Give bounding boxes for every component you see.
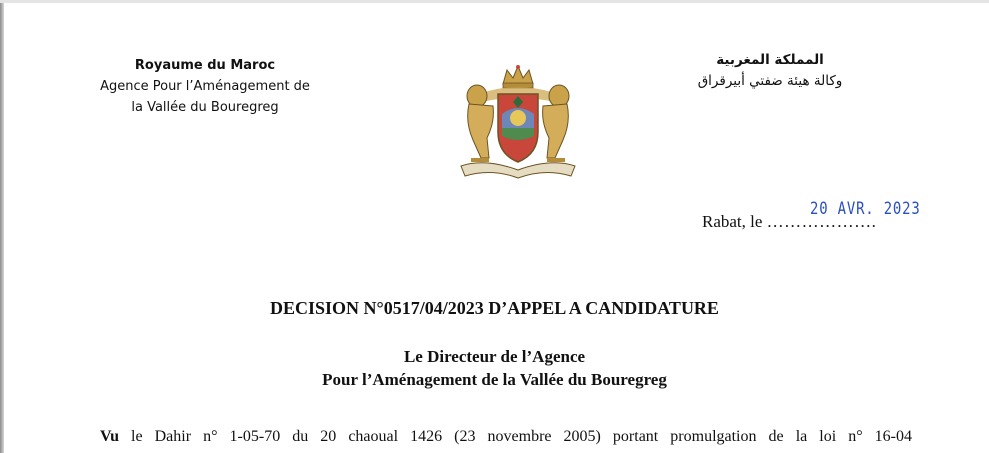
body-paragraph <box>100 428 912 446</box>
body-first-word: Vu <box>100 428 119 445</box>
shield-icon <box>498 94 538 162</box>
arabic-header <box>640 50 900 92</box>
director-line1: Le Directeur de l’Agence <box>403 347 586 366</box>
page-top-edge <box>0 0 989 3</box>
director-heading <box>0 345 989 391</box>
motto-ribbon <box>461 163 575 178</box>
moroccan-coat-of-arms-icon <box>455 62 581 180</box>
french-header <box>80 55 330 118</box>
agency-name-fr-line2: la Vallée du Bouregreg <box>131 100 279 115</box>
agency-name-fr-line1: Agence Pour l’Aménagement de <box>100 79 310 94</box>
body-text: le Dahir n° 1-05-70 du 20 chaoual 1426 (23 novembre 2005) portant promulgation de la loi n° 16-04 <box>118 428 912 445</box>
agency-name-ar: وكالة هيئة ضفتي أبيرقراق <box>697 73 843 89</box>
country-name-ar: المملكة المغربية <box>716 52 824 68</box>
date-dotted-blank: ………………. <box>766 212 877 231</box>
crown-icon <box>503 65 533 88</box>
director-line2: Pour l’Aménagement de la Vallée du Bouregreg <box>322 370 667 389</box>
date-stamp: 20 AVR. 2023 <box>810 199 921 219</box>
place-prefix: Rabat, le <box>702 212 767 231</box>
country-name-fr: Royaume du Maroc <box>134 58 276 73</box>
decision-title: DECISION N°0517/04/2023 D’APPEL A CANDIDATURE <box>270 298 719 318</box>
